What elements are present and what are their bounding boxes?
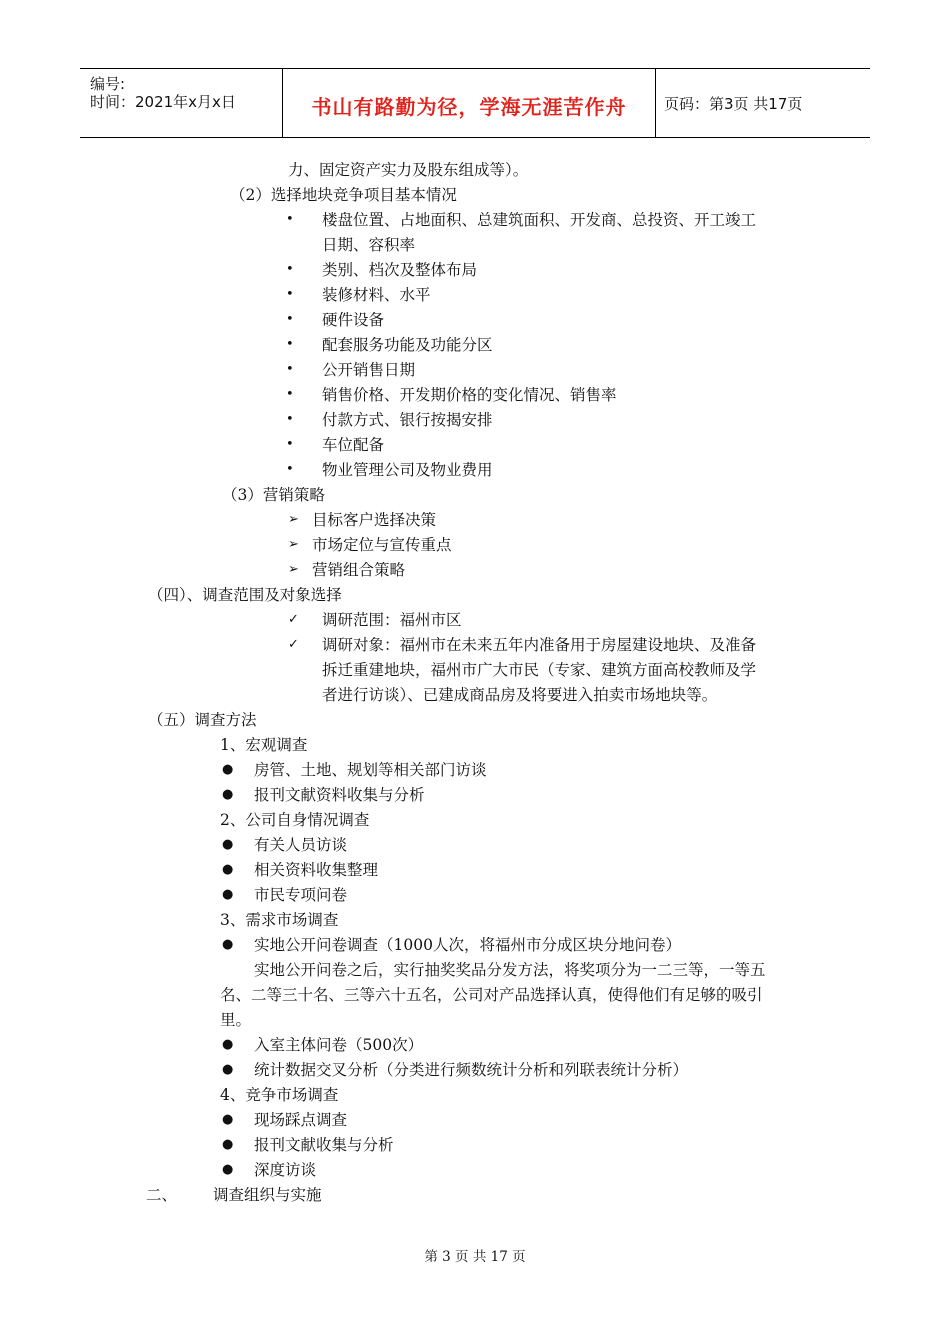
text-line: 力、固定资产实力及股东组成等）。: [288, 161, 529, 179]
disc-bullet-icon: ●: [222, 762, 234, 777]
list-item: 相关资料收集整理: [254, 861, 379, 879]
list-item: 深度访谈: [254, 1161, 317, 1179]
list-item: 有关人员访谈: [254, 836, 348, 854]
bullet-dot-icon: •: [286, 462, 294, 477]
check-bullet-icon: ✓: [288, 612, 299, 627]
subheading: （2）选择地块竞争项目基本情况: [230, 186, 457, 204]
list-item: 目标客户选择决策: [312, 511, 437, 529]
section-heading: 调查组织与实施: [213, 1186, 322, 1204]
list-item: 房管、土地、规划等相关部门访谈: [254, 761, 487, 779]
paragraph-line: 实地公开问卷之后，实行抽奖奖品分发方法，将奖项分为一二三等，一等五: [254, 961, 766, 979]
list-item: 市民专项问卷: [254, 886, 348, 904]
list-item: 装修材料、水平: [322, 286, 431, 304]
list-item: 配套服务功能及功能分区: [322, 336, 493, 354]
list-item: 付款方式、银行按揭安排: [322, 411, 493, 429]
list-item: 入室主体问卷（500次）: [254, 1036, 424, 1054]
disc-bullet-icon: ●: [222, 1037, 234, 1052]
bullet-dot-icon: •: [286, 362, 294, 377]
paragraph-line: 里。: [220, 1011, 252, 1029]
bullet-dot-icon: •: [286, 337, 294, 352]
header-motto-cell: [283, 69, 656, 137]
list-item-continuation: 者进行访谈）、已建成商品房及将要进入拍卖市场地块等。: [322, 686, 718, 704]
list-item: 硬件设备: [322, 311, 385, 329]
list-item: 市场定位与宣传重点: [312, 536, 452, 554]
list-item-continuation: 拆迁重建地块，福州市广大市民（专家、建筑方面高校教师及学: [322, 661, 757, 679]
arrow-bullet-icon: ➢: [288, 562, 299, 577]
list-item: 调研范围：福州市区: [322, 611, 462, 629]
method-heading: 1、宏观调查: [220, 736, 308, 754]
disc-bullet-icon: ●: [222, 787, 234, 802]
list-item: 营销组合策略: [312, 561, 406, 579]
section-number: 二、: [146, 1186, 178, 1204]
section-heading: （五）调查方法: [148, 711, 257, 729]
bullet-dot-icon: •: [286, 262, 294, 277]
arrow-bullet-icon: ➢: [288, 512, 299, 527]
bullet-dot-icon: •: [286, 287, 294, 302]
list-item: 公开销售日期: [322, 361, 416, 379]
bullet-dot-icon: •: [286, 412, 294, 427]
list-item: 物业管理公司及物业费用: [322, 461, 493, 479]
motto: 书山有路勤为径，学海无涯苦作舟: [311, 95, 627, 119]
disc-bullet-icon: ●: [222, 862, 234, 877]
disc-bullet-icon: ●: [222, 1062, 234, 1077]
list-item: 车位配备: [322, 436, 385, 454]
disc-bullet-icon: ●: [222, 837, 234, 852]
check-bullet-icon: ✓: [288, 637, 299, 652]
method-heading: 4、竞争市场调查: [220, 1086, 339, 1104]
arrow-bullet-icon: ➢: [288, 537, 299, 552]
section-heading: （四）、调查范围及对象选择: [148, 586, 342, 604]
list-item: 统计数据交叉分析（分类进行频数统计分析和列联表统计分析）: [254, 1061, 689, 1079]
disc-bullet-icon: ●: [222, 1137, 234, 1152]
page-label: 页码：第3页 共17页: [664, 95, 803, 113]
method-heading: 3、需求市场调查: [220, 911, 339, 929]
time-label: 时间：2021年x月x日: [90, 93, 236, 111]
list-item: 楼盘位置、占地面积、总建筑面积、开发商、总投资、开工竣工: [322, 211, 757, 229]
bullet-dot-icon: •: [286, 312, 294, 327]
number-label: 编号:: [90, 75, 126, 93]
header-right-cell: [656, 69, 870, 137]
disc-bullet-icon: ●: [222, 1162, 234, 1177]
subheading: （3）营销策略: [222, 486, 325, 504]
disc-bullet-icon: ●: [222, 1112, 234, 1127]
bullet-dot-icon: •: [286, 437, 294, 452]
list-item: 调研对象：福州市在未来五年内准备用于房屋建设地块、及准备: [322, 636, 757, 654]
list-item: 现场踩点调查: [254, 1111, 348, 1129]
list-item: 销售价格、开发期价格的变化情况、销售率: [322, 386, 617, 404]
disc-bullet-icon: ●: [222, 887, 234, 902]
list-item: 报刊文献资料收集与分析: [254, 786, 425, 804]
paragraph-line: 名、二等三十名、三等六十五名，公司对产品选择认真，使得他们有足够的吸引: [220, 986, 763, 1004]
list-item: 报刊文献收集与分析: [254, 1136, 394, 1154]
list-item: 类别、档次及整体布局: [322, 261, 478, 279]
bullet-dot-icon: •: [286, 212, 294, 227]
list-item-continuation: 日期、容积率: [322, 236, 416, 254]
bullet-dot-icon: •: [286, 387, 294, 402]
list-item: 实地公开问卷调查（1000人次，将福州市分成区块分地问卷）: [254, 936, 681, 954]
page-header: [80, 68, 870, 138]
method-heading: 2、公司自身情况调查: [220, 811, 370, 829]
header-left-cell: [80, 69, 283, 137]
page-footer: 第 3 页 共 17 页: [424, 1249, 526, 1265]
disc-bullet-icon: ●: [222, 937, 234, 952]
